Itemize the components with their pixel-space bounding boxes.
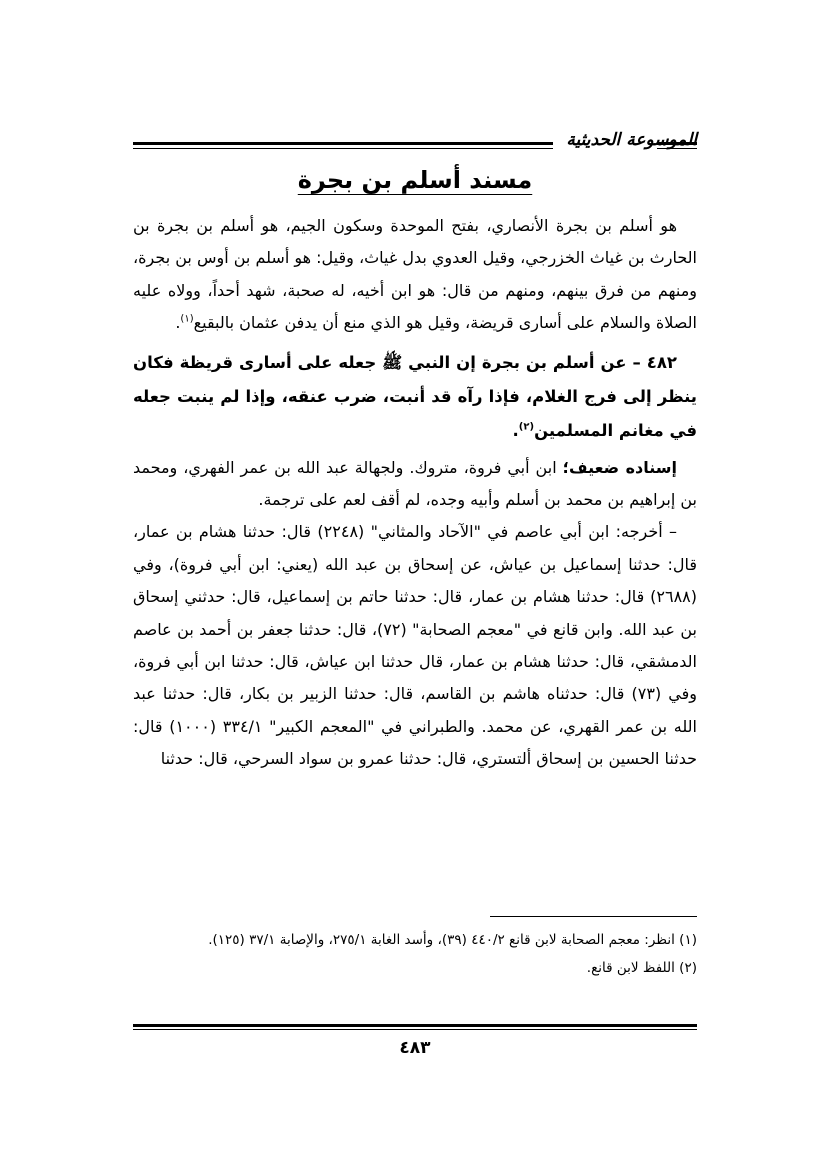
hadith-text: ٤٨٢ – عن أسلم بن بجرة إن النبي ﷺ جعله على أسارى قريظة فكان ينظر إلى فرج الغلام، فإذا رآه قد أنبت، ضرب عنقه، وإذا لم ينبت جعله في مغانم المسلمين [133, 352, 697, 440]
chapter-title: مسند أسلم بن بجرة [297, 166, 533, 194]
main-text [133, 210, 697, 776]
isnad-label: إسناده ضعيف؛ [562, 457, 678, 477]
isnad-text: ابن أبي فروة، متروك. ولجهالة عبد الله بن عمر الفهري، ومحمد بن إبراهيم بن محمد بن أسلم وأبيه وجده، لم أقف لعم على ترجمة. [133, 457, 697, 510]
bottom-rule [133, 1024, 697, 1030]
hadith-paragraph [133, 346, 697, 448]
intro-end: . [175, 313, 181, 333]
takhrij-text: – أخرجه: ابن أبي عاصم في "الآحاد والمثاني" (٢٢٤٨) قال: حدثنا هشام بن عمار، قال: حدثنا إسماعيل بن عياش، عن إسحاق بن عبد الله (يعني: ابن أبي فروة)، وفي (٢٦٨٨) قال: حدثنا هشام بن عمار، قال: حدثنا حاتم بن إسماعيل، قال: حدثني إسحاق بن عبد الله. وابن قانع في "معجم الصحابة" (٧٢)، قال: حدثنا جعفر بن أحمد بن عاصم الدمشقي، قال: حدثنا هشام بن عمار، قال حدثنا ابن عياش، قال: حدثنا ابن أبي فروة، وفي (٧٣) قال: حدثناه هاشم بن القاسم، قال: حدثنا الزبير بن بكار، قال: حدثنا عبد الله بن عمر القهري، عن محمد. والطبراني في "المعجم الكبير" ٣٣٤/١ (١٠٠٠) قال: حدثنا الحسين بن إسحاق ألتستري، قال: حدثنا عمرو بن سواد السرحي، قال: حدثنا [133, 522, 697, 769]
document-page [133, 118, 697, 1108]
footnote-separator [490, 916, 697, 917]
footnote-1: (١) انظر: معجم الصحابة لابن قانع ٤٤٠/٢ (٣٩)، وأسد الغابة ٢٧٥/١، والإصابة ٣٧/١ (١٢٥). [208, 932, 697, 948]
isnad-paragraph [133, 452, 697, 517]
intro-paragraph [133, 210, 697, 340]
hadith-end: . [512, 420, 519, 440]
header-rule-right [657, 142, 697, 149]
takhrij-paragraph [133, 516, 697, 775]
footnote-ref-1[interactable]: (١) [180, 313, 194, 325]
footnote-ref-2[interactable]: (٢) [518, 421, 535, 433]
footnotes [133, 926, 697, 982]
running-header [133, 130, 697, 158]
intro-text: هو أسلم بن بجرة الأنصاري، بفتح الموحدة وسكون الجيم، هو أسلم بن بجرة بن الحارث بن غياث الخزرجي، وقيل العدوي بدل غياث، وقيل: هو أسلم بن أوس بن بجرة، ومنهم من فرق بينهم، ومنهم من قال: هو ابن أخيه، له صحبة، شهد أحداً، وولاه عليه الصلاة والسلام على أسارى قريضة، وقيل هو الذي منع أن يدفن عثمان بالبقيع [133, 216, 697, 333]
page-number: ٤٨٣ [399, 1038, 431, 1058]
header-title: الموسوعة الحديثية [566, 130, 697, 150]
footnote-2: (٢) اللفظ لابن قانع. [586, 960, 697, 976]
